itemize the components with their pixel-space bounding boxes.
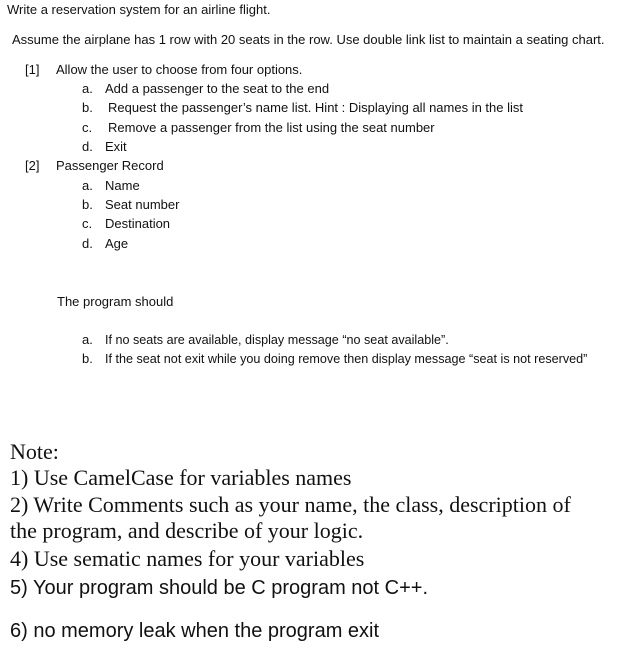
note-line: 5) Your program should be C program not C++. [10,577,429,599]
document-title: Write a reservation system for an airline flight. [7,2,271,17]
list-item: Destination [105,216,171,231]
section-heading: Passenger Record [56,158,164,173]
section-heading: Allow the user to choose from four options. [56,62,303,77]
list-marker: b. [82,351,93,366]
list-marker: d. [82,139,93,154]
assumption-text: Assume the airplane has 1 row with 20 seats in the row. Use double link list to maintain a seating chart. [12,32,605,47]
section-heading: The program should [57,294,174,309]
list-item: Request the passenger’s name list. Hint : Displaying all names in the list [108,100,524,115]
list-marker: d. [82,236,93,251]
note-line: 4) Use sematic names for your variables [10,546,365,571]
list-marker: a. [82,178,93,193]
note-line: the program, and describe of your logic. [10,518,364,543]
section-marker: [2] [25,158,40,173]
list-item: Add a passenger to the seat to the end [105,81,330,96]
note-line: 6) no memory leak when the program exit [10,620,380,642]
note-line: 2) Write Comments such as your name, the class, description of [10,492,571,517]
list-item: Seat number [105,197,180,212]
list-marker: c. [82,216,93,231]
note-line: 1) Use CamelCase for variables names [10,465,352,490]
list-marker: b. [82,100,93,115]
section-marker: [1] [25,62,40,77]
list-item: If no seats are available, display message “no seat available”. [105,333,449,347]
list-item: Exit [105,139,127,154]
list-marker: a. [82,81,93,96]
list-marker: b. [82,197,93,212]
list-item: Name [105,178,140,193]
note-heading: Note: [10,439,59,464]
list-item: Remove a passenger from the list using the seat number [108,120,435,135]
list-marker: c. [82,120,93,135]
list-item: If the seat not exit while you doing remove then display message “seat is not reserved” [105,352,588,366]
list-item: Age [105,236,129,251]
list-marker: a. [82,332,93,347]
